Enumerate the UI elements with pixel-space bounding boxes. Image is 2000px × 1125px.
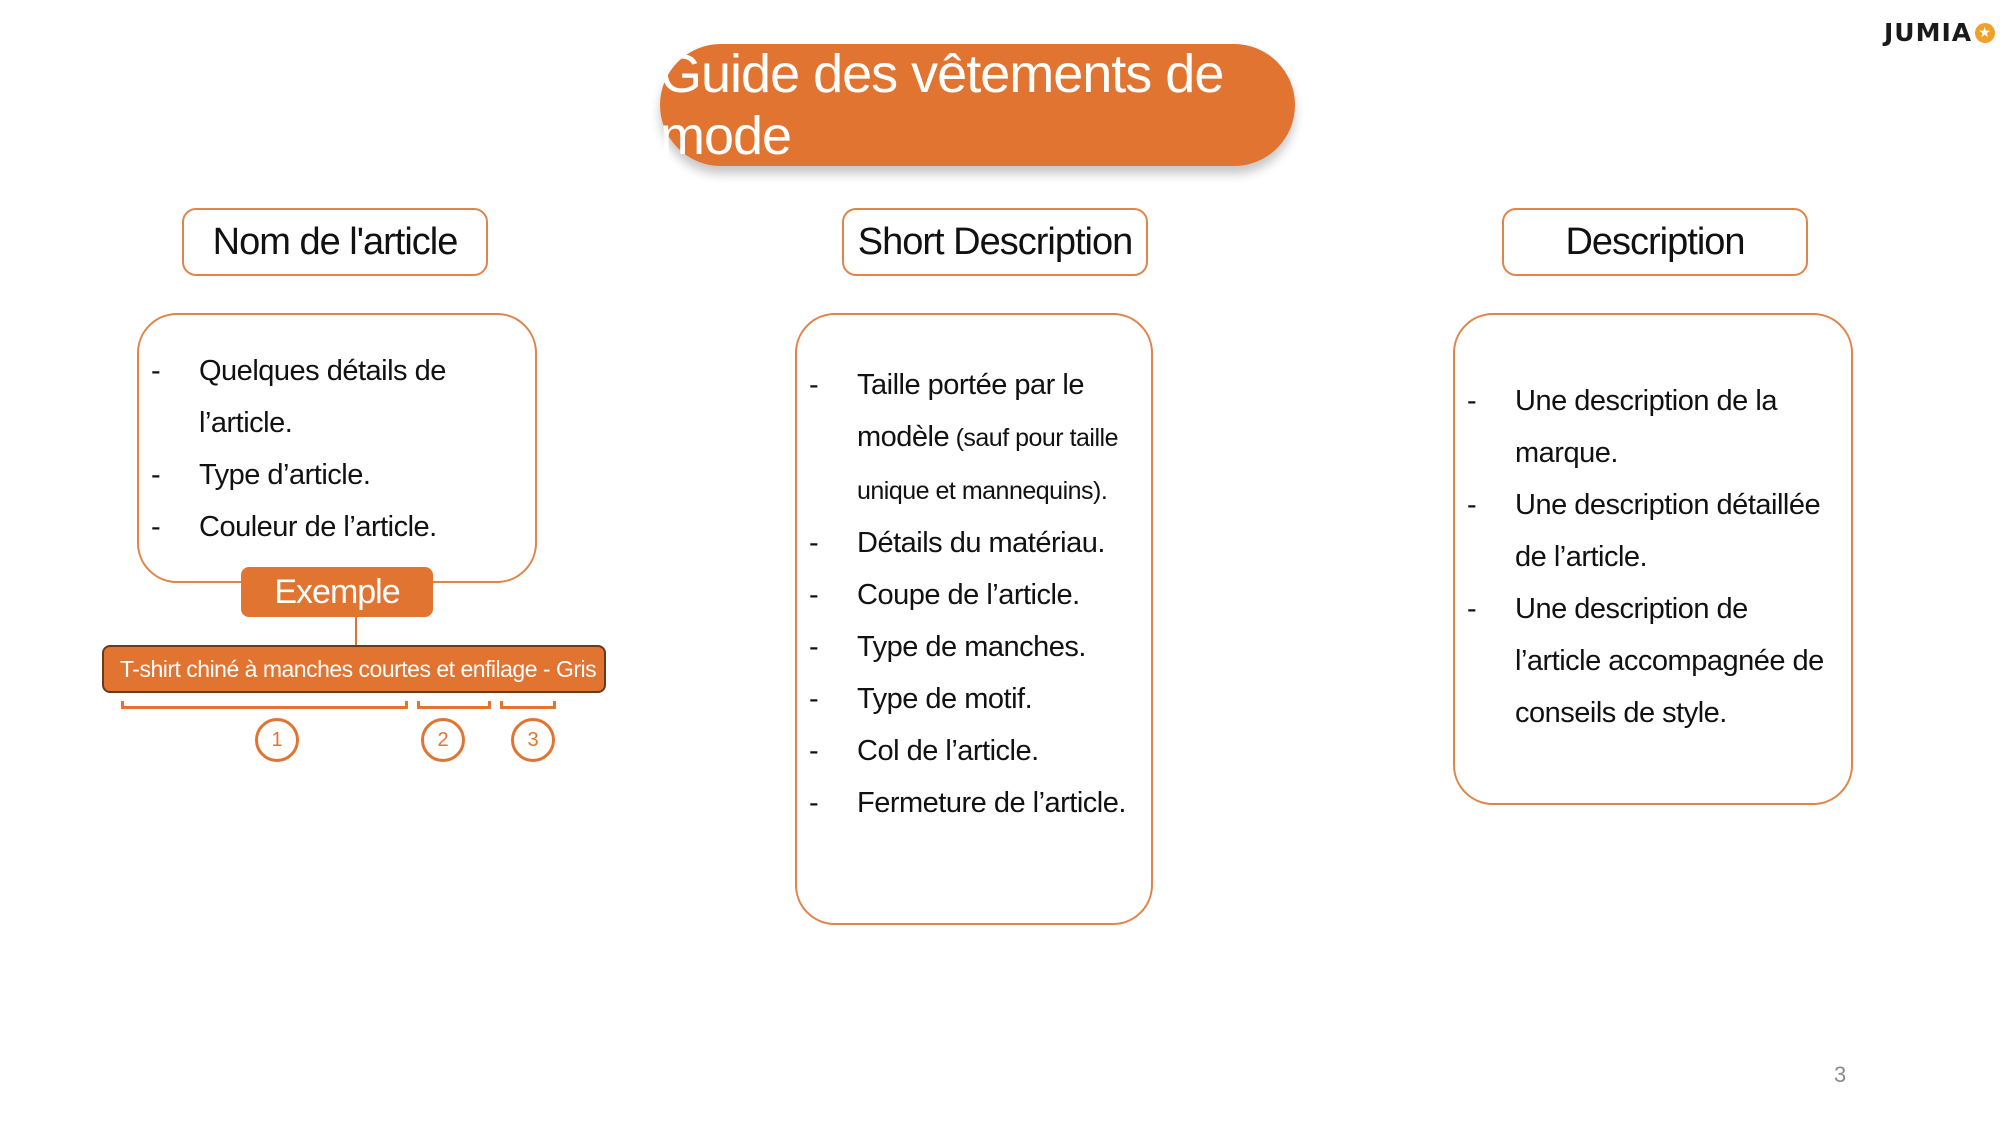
list-item-main: Taille portée par le modèle — [857, 369, 1084, 453]
short-description-box — [795, 313, 1153, 925]
header-description: Description — [1502, 208, 1808, 276]
example-product-name: T-shirt chiné à manches courtes et enfilage - Gris — [102, 645, 606, 693]
header-nom-article: Nom de l'article — [182, 208, 488, 276]
list-item: - Type de manches. — [797, 621, 1151, 673]
list-item: - Type de motif. — [797, 673, 1151, 725]
list-item: - Col de l’article. — [797, 725, 1151, 777]
list-item: - Fermeture de l’article. — [797, 777, 1151, 829]
page-number: 3 — [1834, 1062, 1847, 1087]
description-box — [1453, 313, 1853, 805]
list-item: - Une description de la marque. — [1455, 375, 1827, 479]
list-item: - Une description de l’article accompagnée de conseils de style. — [1455, 583, 1827, 739]
header-short-description: Short Description — [842, 208, 1148, 276]
list-item — [797, 359, 1151, 517]
bracket-2 — [417, 701, 491, 709]
example-label: Exemple — [241, 567, 433, 617]
marker-3: 3 — [511, 718, 555, 762]
marker-1: 1 — [255, 718, 299, 762]
bracket-3 — [500, 701, 556, 709]
star-icon: ★ — [1975, 23, 1995, 43]
logo-text: JUMIA — [1884, 18, 1973, 47]
marker-2: 2 — [421, 718, 465, 762]
list-item: - Une description détaillée de l’article. — [1455, 479, 1827, 583]
list-item: - Quelques détails de l’article. — [139, 345, 535, 449]
list-item: - Type d’article. — [139, 449, 535, 501]
page-title: Guide des vêtements de mode — [660, 44, 1295, 166]
bracket-1 — [121, 701, 408, 709]
jumia-logo — [1884, 18, 1995, 47]
list-item: - Coupe de l’article. — [797, 569, 1151, 621]
list-item-note: (sauf pour taille unique et mannequins). — [857, 424, 1118, 505]
nom-article-box — [137, 313, 537, 583]
example-connector — [355, 617, 357, 646]
list-item: - Détails du matériau. — [797, 517, 1151, 569]
list-item: - Couleur de l’article. — [139, 501, 535, 553]
